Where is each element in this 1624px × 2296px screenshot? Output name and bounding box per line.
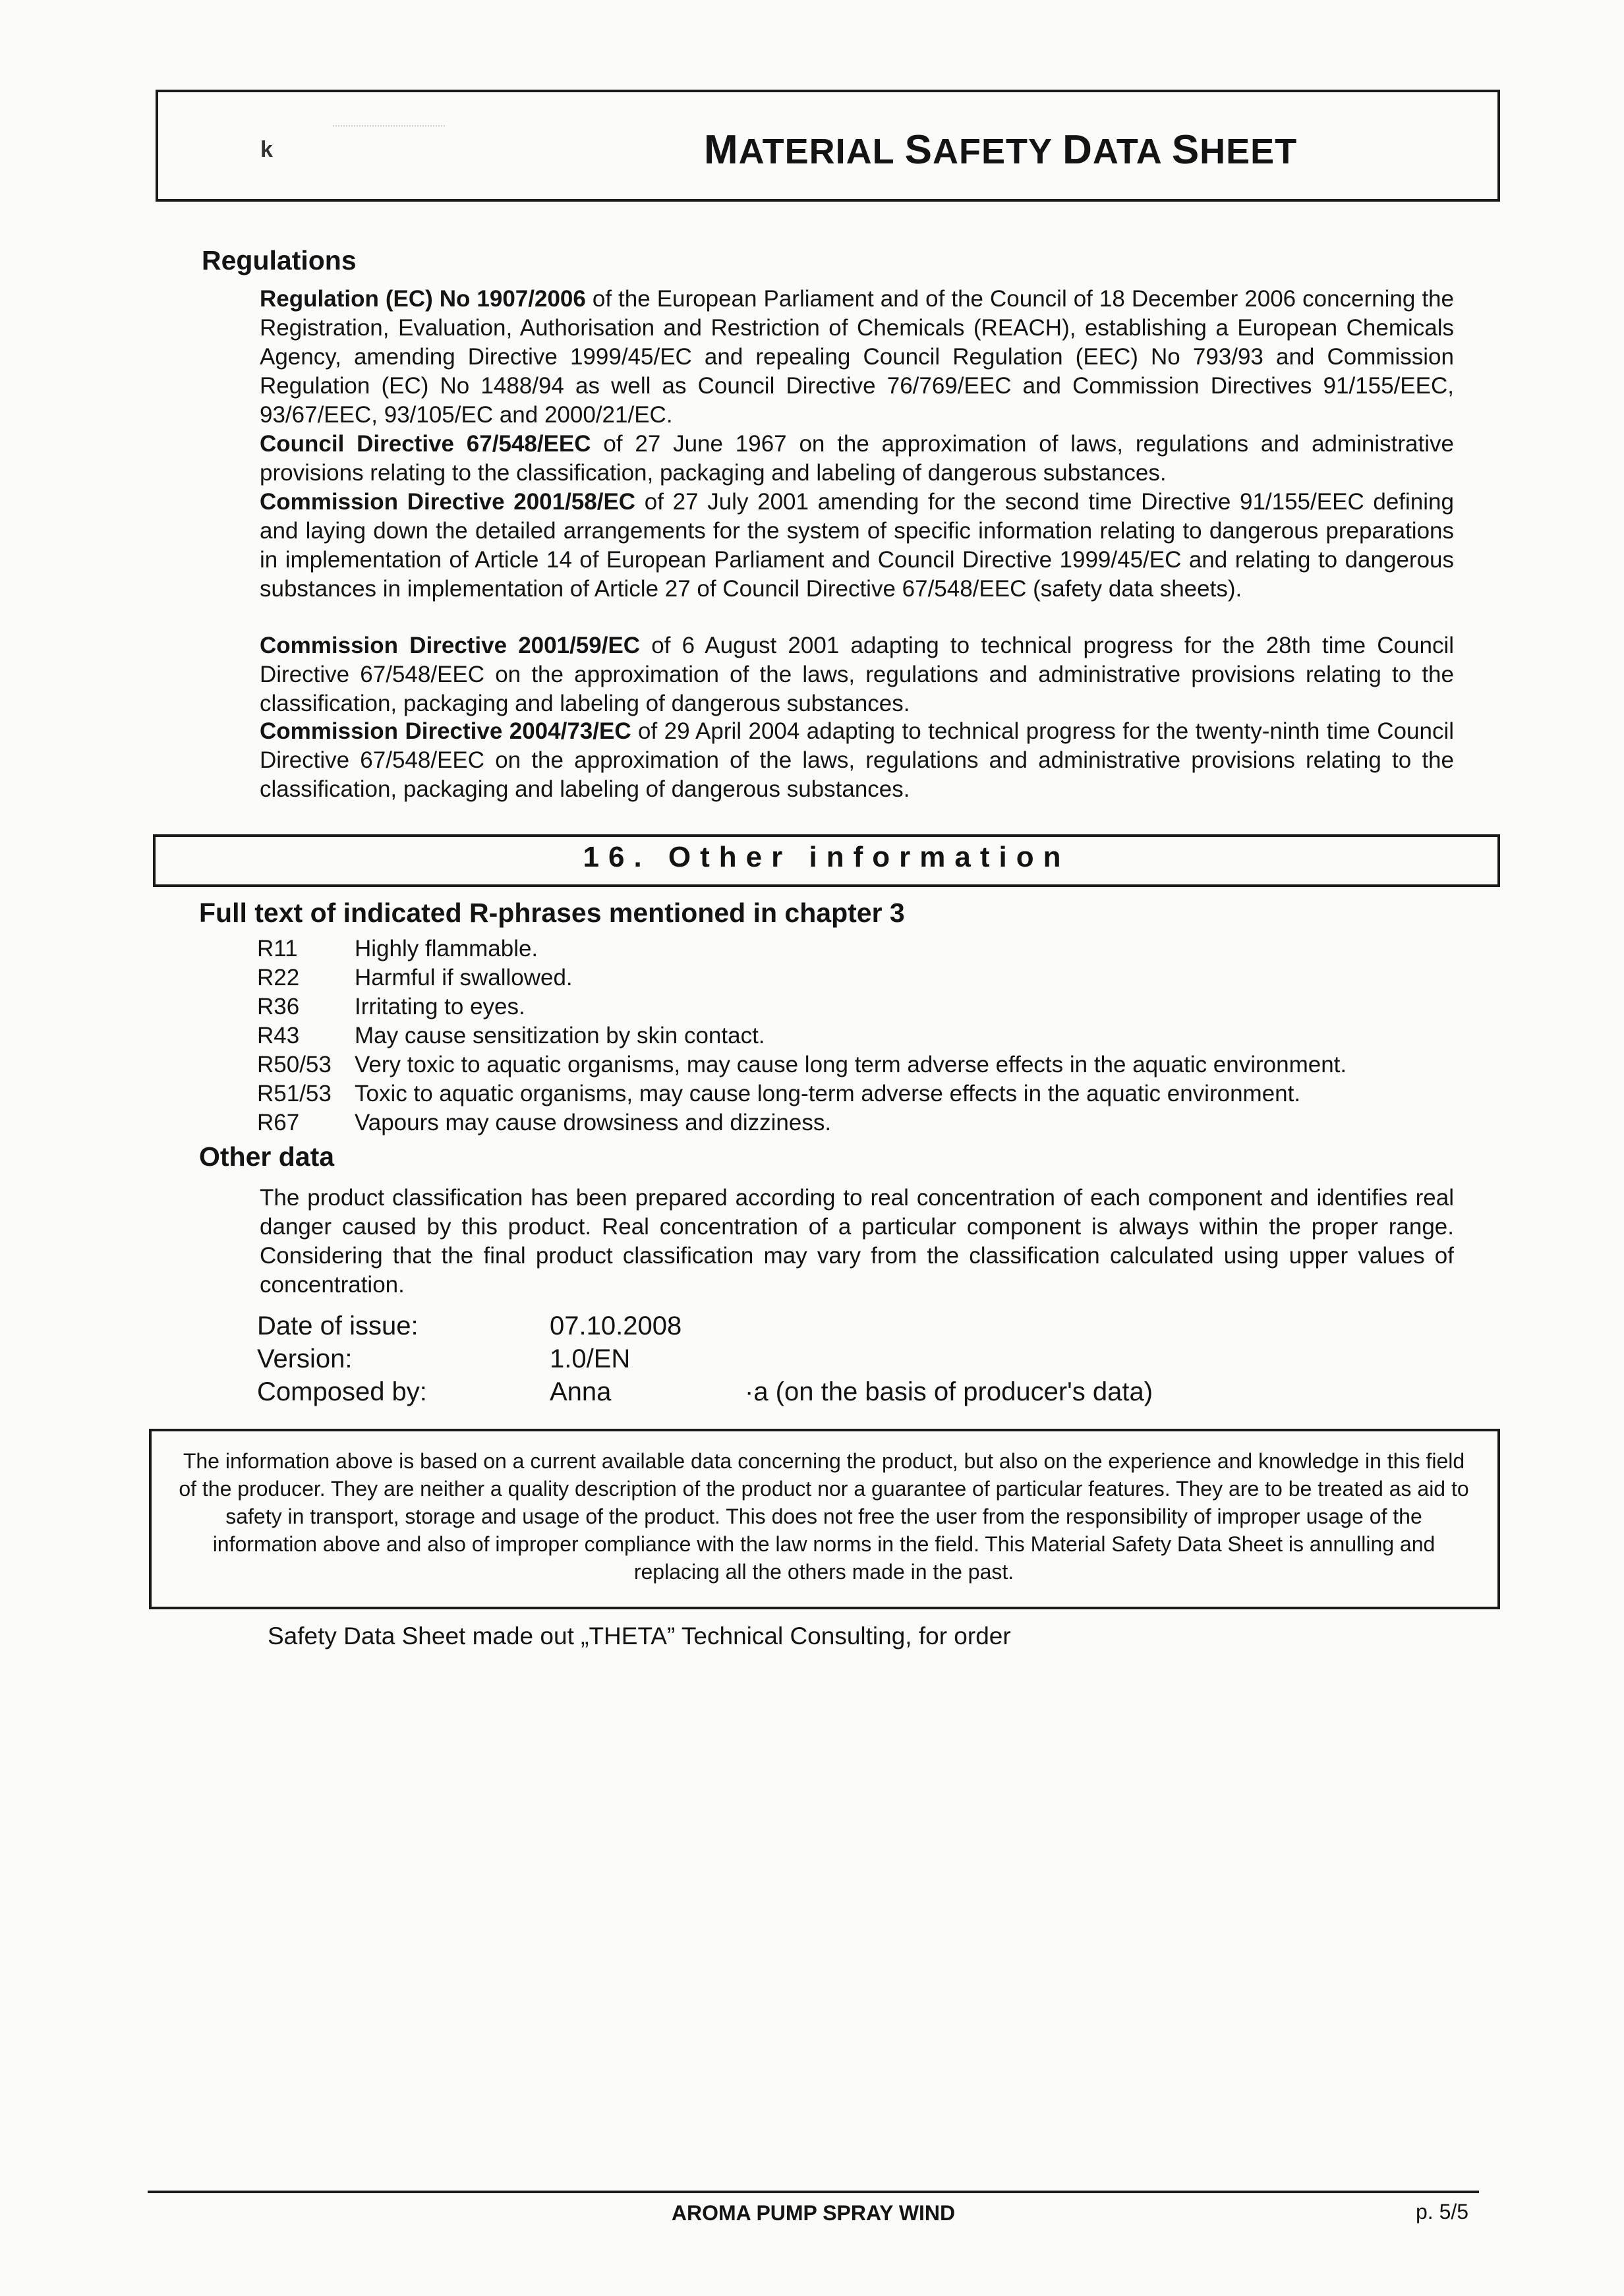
version-value: 1.0/EN (550, 1344, 631, 1373)
date-label: Date of issue: (257, 1311, 419, 1340)
composed-note: ·a (on the basis of producer's data) (745, 1377, 1153, 1406)
regulation-item (260, 430, 1454, 488)
regulation-text: of 29 April 2004 adapting to technical progress for the twenty-ninth time Council Directive 67/548/EEC on the approximation of the laws, regulations and administrative provisions relating to the classification, packaging and labeling of dangerous substances. (260, 718, 1454, 802)
title-part: ATA (1092, 132, 1172, 171)
regulation-item (260, 717, 1454, 804)
rphrase-code: R43 (257, 1023, 300, 1048)
regulation-title: Regulation (EC) No 1907/2006 (260, 286, 586, 312)
title-part: M (704, 127, 739, 173)
regulation-text: of 6 August 2001 adapting to technical progress for the 28th time Council Directive 67/548/EEC on the approximation of the laws, regulations and administrative provisions relating to the classification, packaging and labeling of dangerous substances. (260, 633, 1454, 716)
regulation-item (260, 285, 1454, 430)
title-part: S (904, 127, 933, 173)
rphrase-code: R22 (257, 965, 300, 990)
rphrase-code: R67 (257, 1110, 300, 1135)
regulations-heading: Regulations (202, 245, 357, 275)
document-title (704, 127, 1297, 173)
rphrase-text: Vapours may cause drowsiness and dizziness. (355, 1110, 832, 1135)
title-part: S (1171, 127, 1200, 173)
logo-faint-graphic (333, 125, 445, 153)
footer-product-name: AROMA PUMP SPRAY WIND (671, 2201, 956, 2225)
made-out-statement: Safety Data Sheet made out „THETA” Technical Consulting, for order (268, 1622, 1011, 1650)
title-part: HEET (1200, 132, 1298, 171)
title-part: AFETY (933, 132, 1063, 171)
rphrases-heading: Full text of indicated R-phrases mentioned in chapter 3 (199, 898, 905, 928)
composed-value: Anna (550, 1377, 612, 1406)
company-logo (260, 125, 458, 178)
regulation-title: Commission Directive 2004/73/EC (260, 718, 631, 744)
regulation-title: Commission Directive 2001/59/EC (260, 633, 641, 658)
regulation-item (260, 488, 1454, 604)
disclaimer-text: The information above is based on a current available data concerning the product, but also on the experience and knowledge in this field of the producer. They are neither a quality description of the product nor a guarantee of particular features. They are to be treated as aid to safety in transport, storage and usage of the product. This does not free the user from the responsibility of improper usage of the information above and also of improper compliance with the law norms in the field. This Material Safety Data Sheet is annulling and replacing all the others made in the past. (179, 1449, 1469, 1584)
rphrase-text: Highly flammable. (355, 936, 538, 961)
section-16-title: 16. Other information (583, 841, 1070, 873)
footer-divider (148, 2191, 1479, 2193)
rphrase-text: Toxic to aquatic organisms, may cause long-term adverse effects in the aquatic environment. (355, 1081, 1301, 1106)
regulation-item (260, 631, 1454, 718)
other-data-text: The product classification has been prepared according to real concentration of each component and identifies real danger caused by this product. Real concentration of a particular component is always within the proper range. Considering that the final product classification may vary from the classification calculated using upper values of concentration. (260, 1185, 1454, 1298)
title-part: ATERIAL (738, 132, 905, 171)
regulation-text: of the European Parliament and of the Council of 18 December 2006 concerning the Registration, Evaluation, Authorisation and Restriction of Chemicals (REACH), establishing a European Chemicals Agency, amending Directive 1999/45/EC and repealing Council Regulation (EEC) No 793/93 and Commission Regulation (EC) No 1488/94 as well as Council Directive 76/769/EEC and Commission Directives 91/155/EEC, 93/67/EEC, 93/105/EC and 2000/21/EC. (260, 286, 1454, 428)
rphrase-text: Harmful if swallowed. (355, 965, 573, 990)
other-data-heading: Other data (199, 1141, 335, 1172)
rphrase-text: Irritating to eyes. (355, 994, 525, 1019)
rphrase-text: Very toxic to aquatic organisms, may cause long term adverse effects in the aquatic environment. (355, 1052, 1347, 1077)
regulation-title: Commission Directive 2001/58/EC (260, 489, 636, 515)
rphrase-code: R36 (257, 994, 300, 1019)
logo-mark: k (260, 137, 273, 162)
version-label: Version: (257, 1344, 353, 1373)
regulation-text: of 27 June 1967 on the approximation of laws, regulations and administrative provisions relating to the classification, packaging and labeling of dangerous substances. (260, 431, 1454, 486)
date-value: 07.10.2008 (550, 1311, 682, 1340)
regulation-text: of 27 July 2001 amending for the second time Directive 91/155/EEC defining and laying down the detailed arrangements for the system of specific information relating to dangerous preparations in implementation of Article 14 of European Parliament and Council Directive 1999/45/EC and relating to dangerous substances in implementation of Article 27 of Council Directive 67/548/EEC (safety data sheets). (260, 489, 1454, 602)
title-part: D (1062, 127, 1093, 173)
rphrase-code: R50/53 (257, 1052, 332, 1077)
footer-page-number: p. 5/5 (1416, 2200, 1469, 2224)
rphrase-code: R11 (257, 936, 298, 961)
regulation-title: Council Directive 67/548/EEC (260, 431, 591, 457)
composed-label: Composed by: (257, 1377, 427, 1406)
rphrase-text: May cause sensitization by skin contact. (355, 1023, 765, 1048)
rphrase-code: R51/53 (257, 1081, 332, 1106)
